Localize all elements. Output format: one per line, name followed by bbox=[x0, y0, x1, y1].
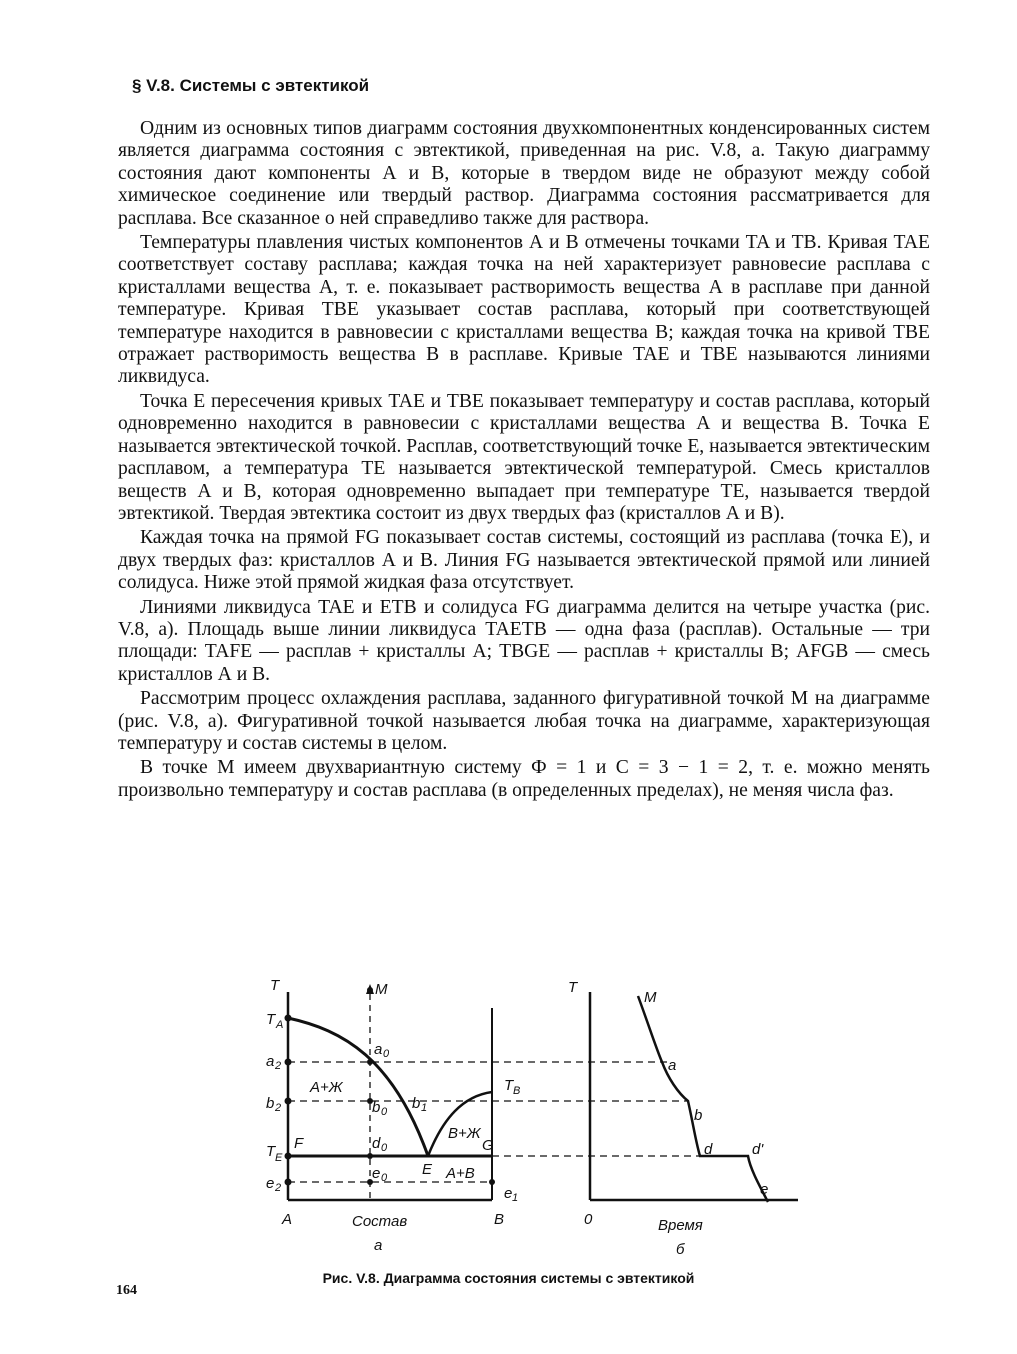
letter-a: а bbox=[374, 1237, 383, 1254]
svg-text:1: 1 bbox=[512, 1192, 519, 1204]
axis-b-T-label: T bbox=[568, 979, 578, 996]
label-a0: a bbox=[374, 1041, 383, 1058]
letter-b: б bbox=[676, 1241, 685, 1258]
paragraph: Температуры плавления чистых компонентов А и В отмечены точками TA и TB. Кривая TAE соответствует составу расплава; каждая точка на ней характеризует равновесие расплава с кристаллами вещества А, т. е. показывает растворимость вещества А в расплаве при данной температуре. Кривая TBE указывает состав расплава, который при соответствующей температуре находится в равновесии с кристаллами вещества В; каждая точка на кривой TBE отражает растворимость вещества В в расплаве. Кривые TAE и TBE называются линиями ликвидуса. bbox=[118, 232, 930, 388]
label-b-d-prime: d' bbox=[752, 1141, 764, 1158]
svg-text:1: 1 bbox=[421, 1102, 428, 1114]
page-number: 164 bbox=[116, 1283, 137, 1298]
svg-text:2: 2 bbox=[275, 1182, 282, 1194]
label-M: M bbox=[375, 981, 388, 998]
label-b-d: d bbox=[704, 1141, 713, 1158]
cooling-curve bbox=[638, 996, 768, 1202]
paragraph: Рассмотрим процесс охлаждения расплава, заданного фигуративной точкой M на диаграмме (рис. V.8, а). Фигуративной точкой называется любая точка на диаграмме, характеризующая температуру и состав системы в целом. bbox=[118, 688, 930, 754]
figure-caption: Рис. V.8. Диаграмма состояния системы с эвтектикой bbox=[322, 1270, 695, 1286]
svg-text:0: 0 bbox=[381, 1142, 388, 1154]
label-A: A bbox=[282, 1211, 293, 1228]
paragraph: В точке M имеем двухвариантную систему Ф = 1 и С = 3 − 1 = 2, т. е. можно менять произвольно температуру и состав расплава (в определенных пределах), не меняя числа фаз. bbox=[118, 757, 930, 801]
tick-a2: a bbox=[266, 1053, 275, 1070]
paragraph: Каждая точка на прямой FG показывает состав системы, состоящий из расплава (точка E), и двух твердых фаз: кристаллов А и В. Линия FG называется эвтектической прямой или линией солидуса. Ниже этой прямой жидкая фаза отсутствует. bbox=[118, 527, 930, 594]
region-A-liquid: A+Ж bbox=[310, 1079, 343, 1096]
phase-diagram-figure bbox=[248, 968, 808, 1286]
paragraph: Точка E пересечения кривых TAE и TBE показывает температуру и состав расплава, который одновременно находится в равновесии с кристаллами вещества А и вещества В. Точка E называется эвтектической точкой. Расплав, соответствующий точке E, называется эвтектическим расплавом, а температура TE называется эвтектической температурой. Смесь кристаллов веществ А и В, которая одновременно выпадает при температуре TE, называется твердой эвтектикой. Твердая эвтектика состоит из двух твердых фаз (кристаллов А и В). bbox=[118, 390, 930, 524]
svg-text:E: E bbox=[275, 1152, 283, 1164]
label-b0: b bbox=[372, 1099, 381, 1116]
label-G: G bbox=[482, 1137, 494, 1154]
tick-TE: T bbox=[266, 1143, 276, 1160]
tick-b2: b bbox=[266, 1095, 275, 1112]
origin-label: 0 bbox=[584, 1211, 593, 1228]
label-b-b: b bbox=[694, 1107, 703, 1124]
label-B: B bbox=[494, 1211, 505, 1228]
xlabel-time: Время bbox=[658, 1217, 703, 1234]
svg-text:B: B bbox=[513, 1085, 521, 1097]
svg-text:2: 2 bbox=[275, 1102, 282, 1114]
label-e0: e bbox=[372, 1165, 381, 1182]
svg-text:0: 0 bbox=[381, 1106, 388, 1118]
label-d0: d bbox=[372, 1135, 381, 1152]
svg-text:2: 2 bbox=[275, 1060, 282, 1072]
liquidus-TA-E bbox=[288, 1018, 428, 1156]
label-E: E bbox=[422, 1161, 433, 1178]
axis-T-label: T bbox=[270, 977, 280, 994]
paragraph: Линиями ликвидуса TAE и ETB и солидуса FG диаграмма делится на четыре участка (рис. V.8, а). Площадь выше линии ликвидуса TAETB — одна фаза (расплав). Остальные — три площади: TAFE — расплав + кристаллы А; TBGE — расплав + кристаллы В; AFGB — смесь кристаллов А и В. bbox=[118, 596, 930, 685]
phase-diagram-svg bbox=[248, 968, 808, 1286]
label-b-M: M bbox=[644, 989, 657, 1006]
label-b-a: a bbox=[668, 1057, 677, 1074]
svg-text:A: A bbox=[276, 1019, 284, 1031]
label-TB: T bbox=[504, 1077, 514, 1094]
svg-text:0: 0 bbox=[383, 1048, 390, 1060]
body-text bbox=[118, 118, 930, 802]
label-e1: e bbox=[504, 1185, 513, 1202]
label-b-e: e bbox=[760, 1181, 769, 1198]
svg-text:0: 0 bbox=[381, 1172, 388, 1184]
label-b1: b bbox=[412, 1095, 421, 1112]
region-B-liquid: B+Ж bbox=[448, 1125, 481, 1142]
dashed-levels bbox=[288, 1062, 748, 1182]
label-F: F bbox=[294, 1135, 304, 1152]
region-A-B: A+B bbox=[446, 1165, 475, 1182]
paragraph: Одним из основных типов диаграмм состояния двухкомпонентных конденсированных систем является диаграмма состояния с эвтектикой, приведенная на рис. V.8, а. Такую диаграмму состояния дают компоненты А и В, которые в твердом виде не образуют между собой химическое соединение или твердый раствор. Диаграмма состояния рассматривается для расплава. Все сказанное о ней справедливо также для раствора. bbox=[118, 118, 930, 229]
tick-TA: T bbox=[266, 1011, 276, 1028]
xlabel-composition: Состав bbox=[352, 1213, 408, 1230]
tick-e2: e bbox=[266, 1175, 275, 1192]
section-heading: § V.8. Системы с эвтектикой bbox=[132, 76, 370, 95]
